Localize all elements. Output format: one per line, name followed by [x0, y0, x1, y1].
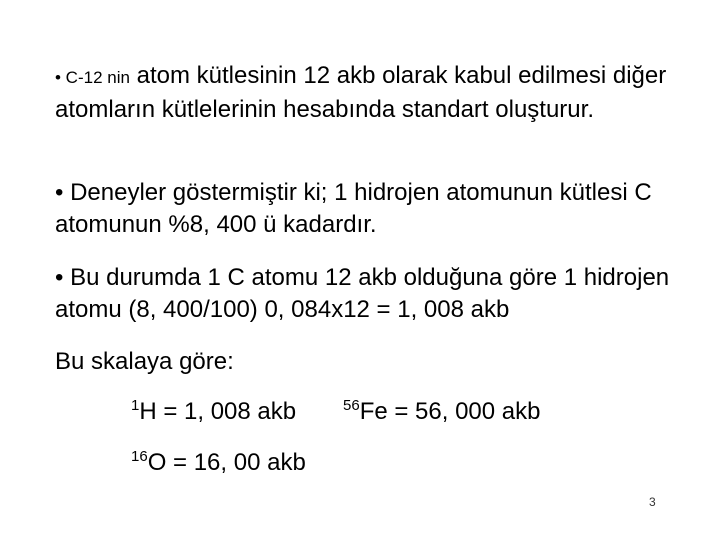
hydrogen-equation-text: H = 1, 008 akb [139, 398, 297, 425]
oxygen-equation-text: O = 16, 00 akb [147, 449, 306, 476]
page-number: 3 [649, 495, 656, 509]
paragraph-calculation: • Bu durumda 1 C atomu 12 akb olduğuna göre 1 hidrojen atomu (8, 400/100) 0, 084x12 = 1, 008 akb [55, 264, 670, 323]
oxygen-mass-number: 16 [131, 448, 148, 465]
paragraph-c12 [55, 60, 695, 126]
hydrogen-mass-number: 1 [131, 397, 140, 414]
iron-equation-text: Fe = 56, 000 akb [359, 398, 541, 425]
paragraph-c12-prefix: • C-12 nin [55, 68, 130, 87]
paragraph-scale-intro: Bu skalaya göre: [55, 348, 234, 375]
paragraph-c12-text: atom kütlesinin 12 akb olarak kabul edilmesi diğer atomların kütlelerinin hesabında standart oluşturur. [55, 62, 667, 123]
iron-mass-number: 56 [343, 397, 360, 414]
equation-oxygen [131, 447, 306, 482]
paragraph-experiments: • Deneyler göstermiştir ki; 1 hidrojen atomunun kütlesi C atomunun %8, 400 ü kadardır. [55, 179, 652, 238]
equation-hydrogen [131, 396, 296, 431]
equation-iron [343, 396, 540, 431]
